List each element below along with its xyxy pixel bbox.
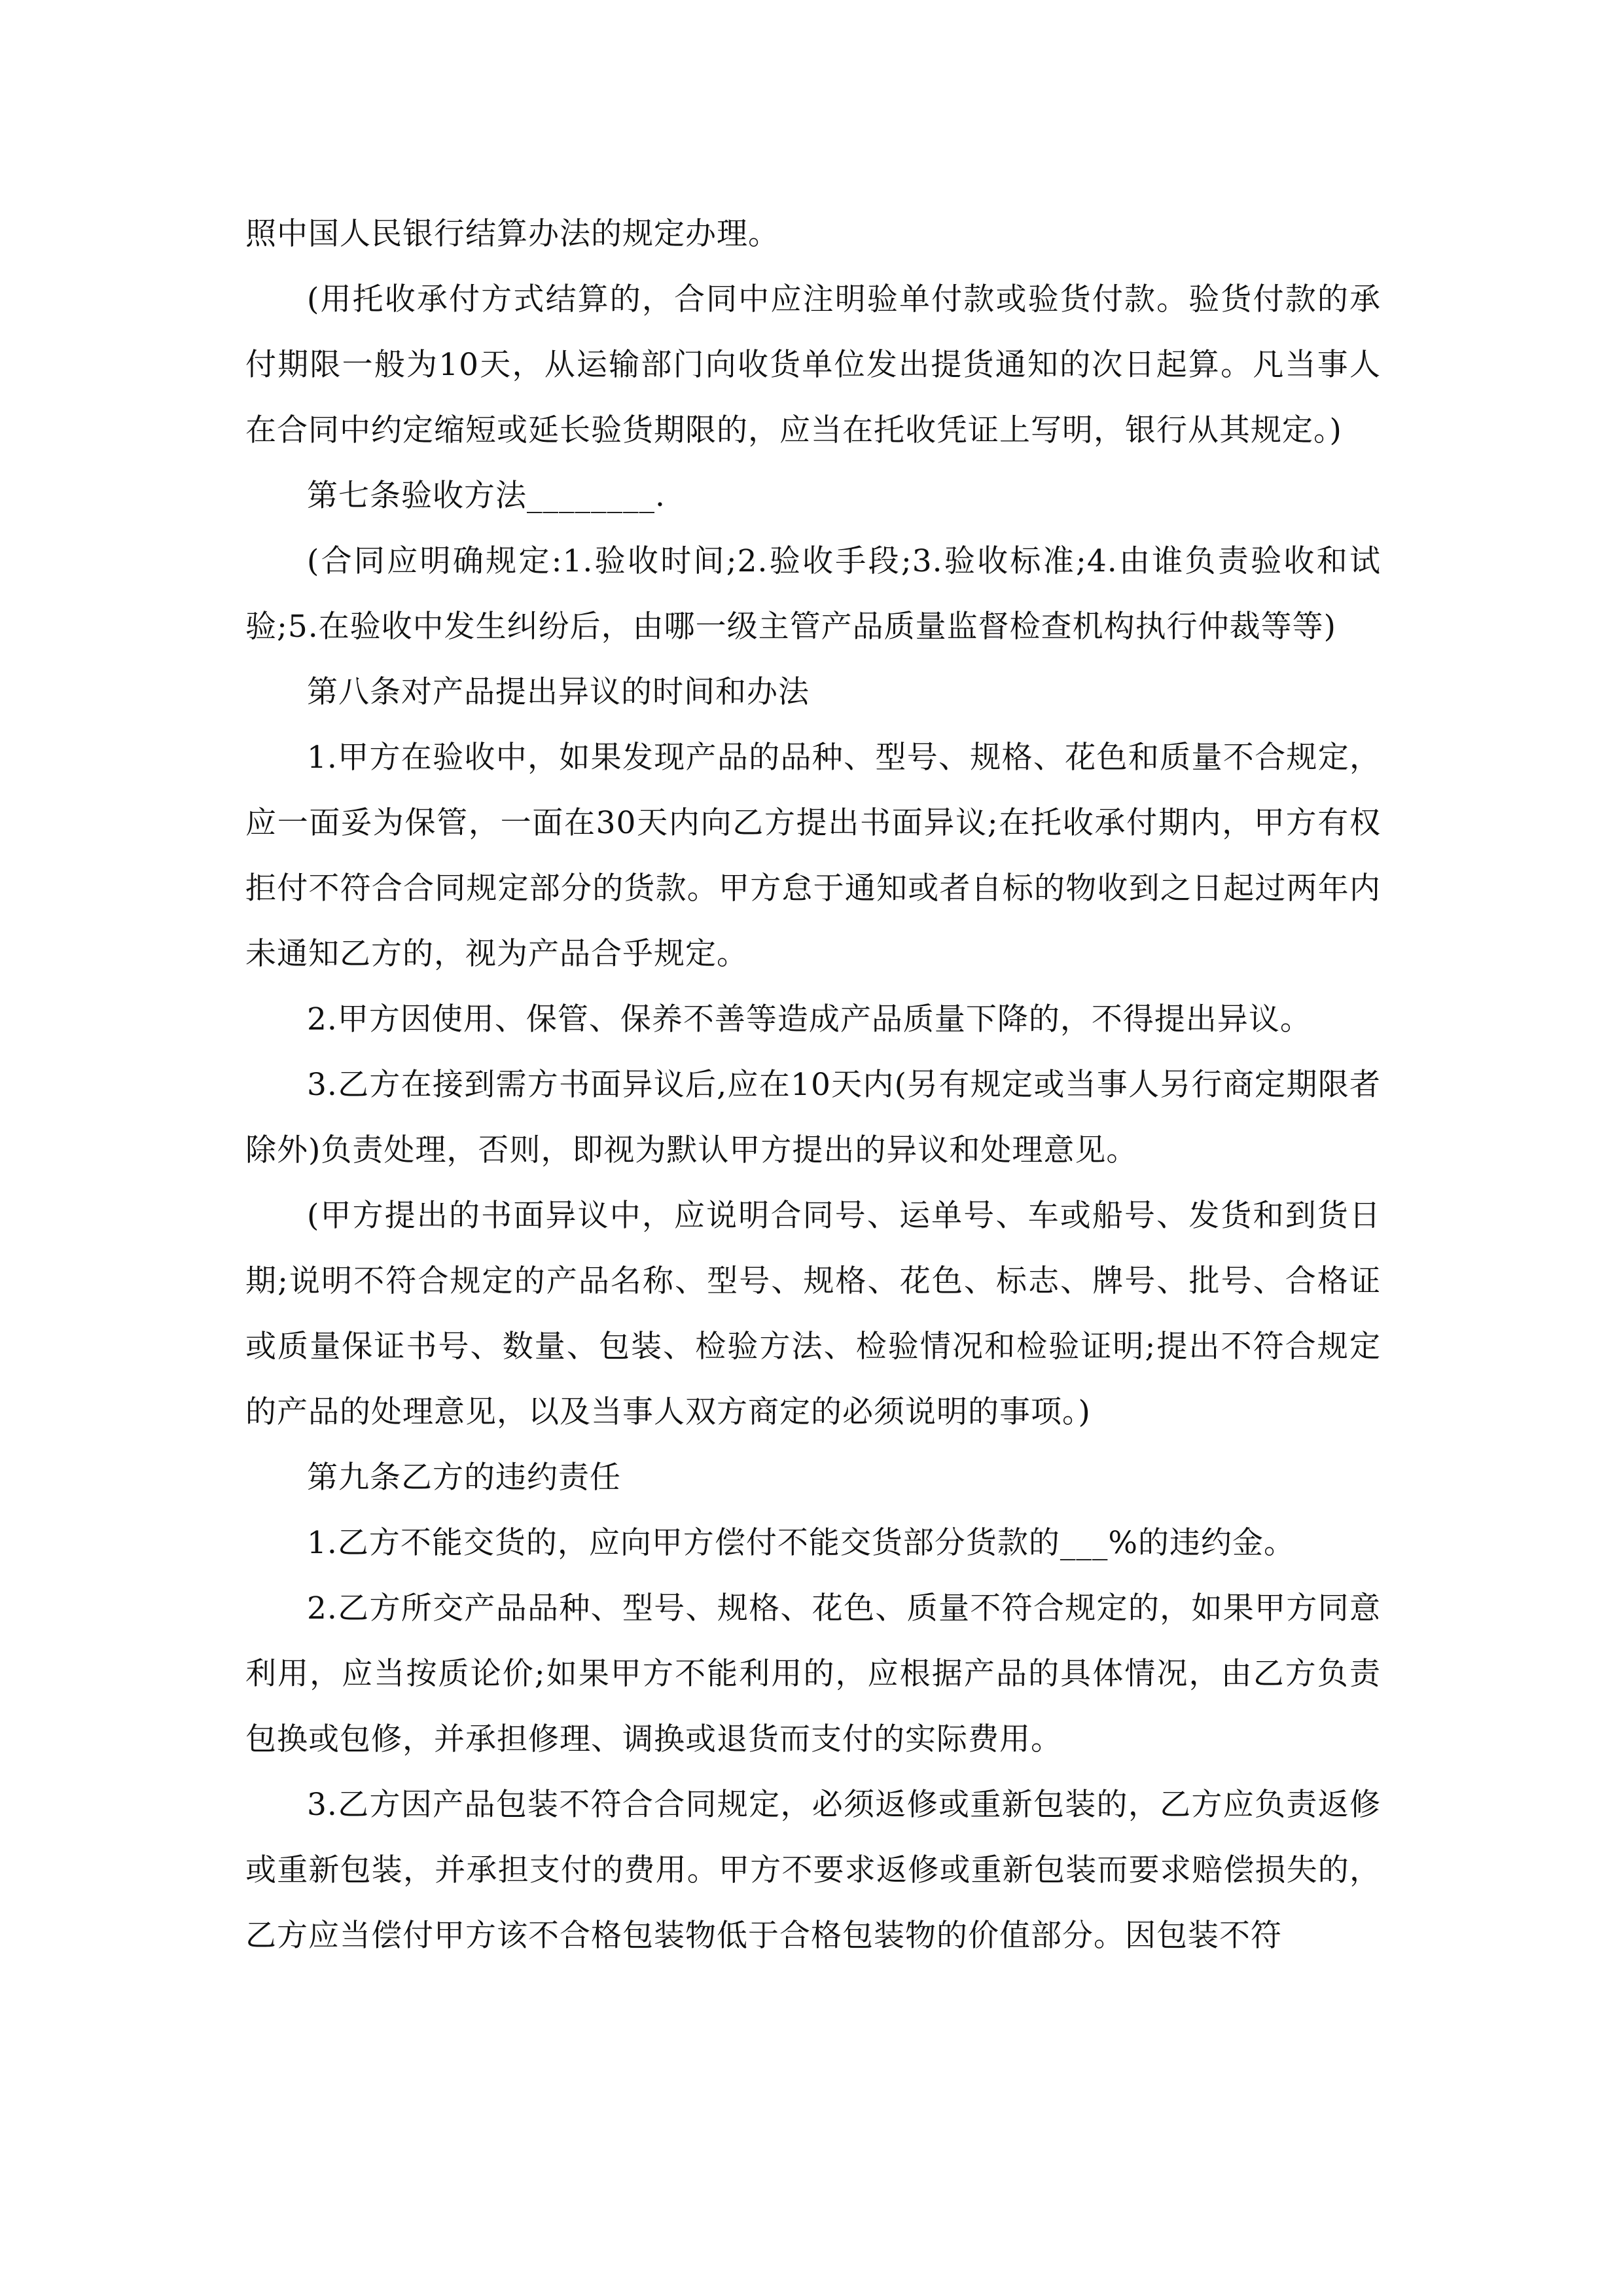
paragraph-4: (合同应明确规定:1.验收时间;2.验收手段;3.验收标准;4.由谁负责验收和试验;5.在验收中发生纠纷后，由哪一级主管产品质量监督检查机构执行仲裁等等) — [245, 543, 1381, 645]
paragraph-7: 2.甲方因使用、保管、保养不善等造成产品质量下降的，不得提出异议。 — [307, 1001, 1311, 1037]
paragraph-6: 1.甲方在验收中，如果发现产品的品种、型号、规格、花色和质量不合规定，应一面妥为保管，一面在30天内向乙方提出书面异议;在托收承付期内，甲方有权拒付不符合合同规定部分的货款。甲方怠于通知或者自标的物收到之日起过两年内未通知乙方的，视为产品合乎规定。 — [245, 740, 1381, 972]
paragraph-3: 第七条验收方法________. — [307, 478, 666, 514]
paragraph-8: 3.乙方在接到需方书面异议后,应在10天内(另有规定或当事人另行商定期限者除外)负责处理，否则，即视为默认甲方提出的异议和处理意见。 — [245, 1067, 1381, 1168]
paragraph-1: 照中国人民银行结算办法的规定办理。 — [245, 216, 779, 252]
paragraph-9: (甲方提出的书面异议中，应说明合同号、运单号、车或船号、发货和到货日期;说明不符合规定的产品名称、型号、规格、花色、标志、牌号、批号、合格证或质量保证书号、数量、包装、检验方法、检验情况和检验证明;提出不符合规定的产品的处理意见，以及当事人双方商定的必须说明的事项。) — [245, 1198, 1381, 1430]
paragraph-2: (用托收承付方式结算的，合同中应注明验单付款或验货付款。验货付款的承付期限一般为10天，从运输部门向收货单位发出提货通知的次日起算。凡当事人在合同中约定缩短或延长验货期限的，应当在托收凭证上写明，银行从其规定。) — [245, 281, 1381, 448]
document-body — [245, 202, 1381, 1969]
paragraph-13: 3.乙方因产品包装不符合合同规定，必须返修或重新包装的，乙方应负责返修或重新包装，并承担支付的费用。甲方不要求返修或重新包装而要求赔偿损失的，乙方应当偿付甲方该不合格包装物低于合格包装物的价值部分。因包装不符 — [245, 1787, 1381, 1954]
paragraph-5: 第八条对产品提出异议的时间和办法 — [307, 674, 810, 710]
paragraph-11: 1.乙方不能交货的，应向甲方偿付不能交货部分货款的___%的违约金。 — [307, 1525, 1296, 1561]
paragraph-12: 2.乙方所交产品品种、型号、规格、花色、质量不符合规定的，如果甲方同意利用，应当按质论价;如果甲方不能利用的，应根据产品的具体情况，由乙方负责包换或包修，并承担修理、调换或退货而支付的实际费用。 — [245, 1590, 1381, 1757]
paragraph-10: 第九条乙方的违约责任 — [307, 1460, 621, 1496]
